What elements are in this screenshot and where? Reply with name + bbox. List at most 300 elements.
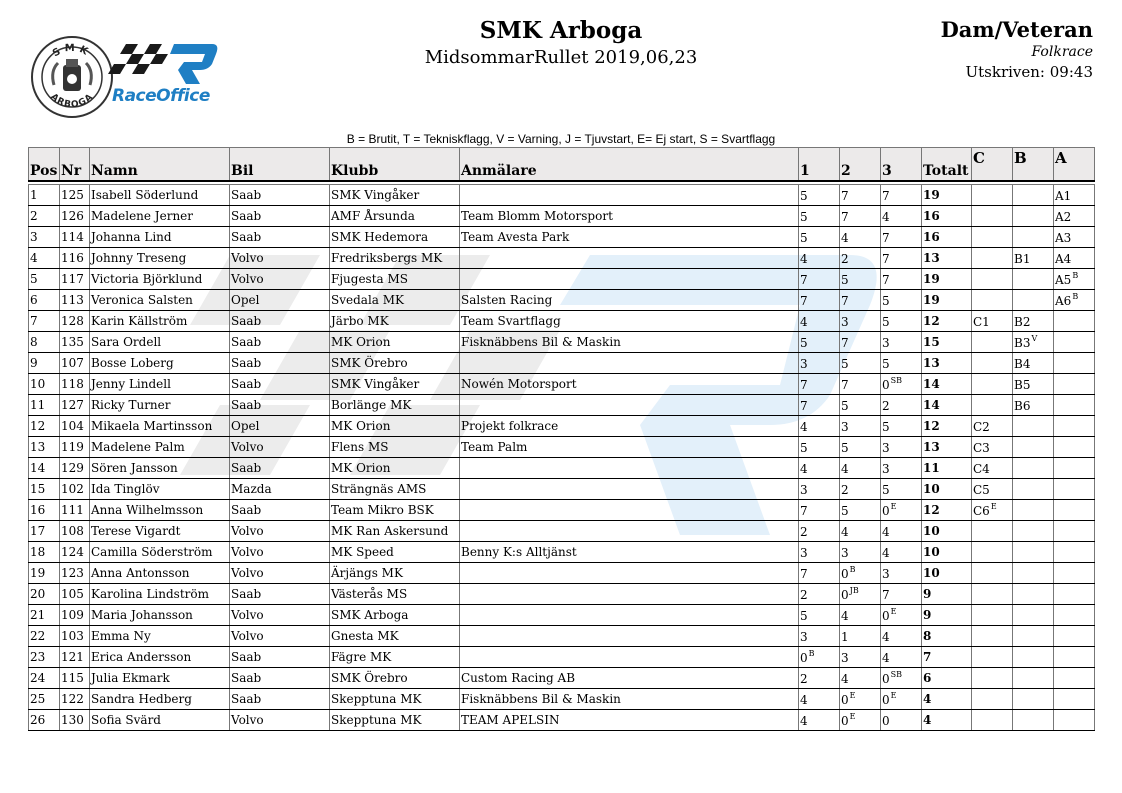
name-cell	[90, 374, 230, 395]
club-cell	[330, 542, 460, 563]
entrant-cell	[460, 248, 799, 269]
total-cell-value: 4	[923, 692, 932, 706]
heat-3-cell-value: 7	[882, 231, 890, 245]
nr-cell	[60, 710, 90, 731]
final-b-cell	[1013, 626, 1054, 647]
nr-cell-value: 124	[61, 545, 84, 559]
final-c-cell	[972, 500, 1013, 521]
total-cell-value: 12	[923, 314, 940, 328]
total-cell	[922, 269, 972, 290]
entrant-cell-value: Team Blomm Motorsport	[461, 209, 613, 223]
final-b-cell	[1013, 647, 1054, 668]
final-b-cell	[1013, 269, 1054, 290]
pos-cell-value: 6	[30, 293, 38, 307]
final-b-cell-value: B1	[1014, 252, 1031, 266]
heat-3-cell	[881, 290, 922, 311]
col-heat-3: 3	[881, 148, 922, 182]
heat-2-cell-value: 7	[841, 189, 849, 203]
total-cell-value: 14	[923, 377, 940, 391]
car-cell-value: Saab	[231, 188, 262, 202]
heat-3-cell	[881, 332, 922, 353]
club-cell-value: SMK Vingåker	[331, 377, 420, 391]
pos-cell	[29, 332, 60, 353]
car-cell	[230, 668, 330, 689]
name-cell	[90, 626, 230, 647]
heat-1-cell-value: 4	[800, 714, 808, 728]
final-c-cell	[972, 290, 1013, 311]
club-cell-value: MK Orion	[331, 419, 391, 433]
heat-1-cell-value: 0	[800, 651, 808, 665]
nr-cell	[60, 374, 90, 395]
final-c-cell	[972, 395, 1013, 416]
club-cell	[330, 416, 460, 437]
heat-1-cell	[799, 626, 840, 647]
final-a-cell	[1054, 269, 1095, 290]
car-cell	[230, 500, 330, 521]
pos-cell	[29, 500, 60, 521]
total-cell-value: 13	[923, 440, 940, 454]
club-cell	[330, 374, 460, 395]
heat-3-cell-value: 7	[882, 189, 890, 203]
nr-cell	[60, 206, 90, 227]
car-cell-value: Saab	[231, 398, 262, 412]
heat-3-cell	[881, 206, 922, 227]
car-cell	[230, 563, 330, 584]
name-cell	[90, 206, 230, 227]
entrant-cell-value: Fisknäbbens Bil & Maskin	[461, 335, 621, 349]
entrant-cell-value: Team Avesta Park	[461, 230, 570, 244]
nr-cell	[60, 626, 90, 647]
table-row	[29, 626, 1095, 647]
flag-marker: E	[990, 502, 997, 511]
final-b-cell	[1013, 689, 1054, 710]
final-a-cell	[1054, 311, 1095, 332]
total-cell-value: 10	[923, 566, 940, 580]
final-c-cell	[972, 458, 1013, 479]
final-b-cell	[1013, 248, 1054, 269]
pos-cell-value: 22	[30, 629, 46, 643]
car-cell	[230, 269, 330, 290]
class-name: Dam/Veteran	[940, 17, 1093, 42]
heat-3-cell-value: 4	[882, 546, 890, 560]
table-row	[29, 185, 1095, 206]
final-b-cell	[1013, 332, 1054, 353]
final-a-cell	[1054, 584, 1095, 605]
car-cell-value: Volvo	[231, 251, 264, 265]
car-cell-value: Volvo	[231, 524, 264, 538]
name-cell	[90, 395, 230, 416]
club-cell-value: Ärjängs MK	[331, 566, 403, 580]
flag-marker: E	[849, 691, 856, 700]
entrant-cell	[460, 332, 799, 353]
heat-3-cell	[881, 710, 922, 731]
final-a-cell	[1054, 500, 1095, 521]
total-cell-value: 14	[923, 398, 940, 412]
heat-3-cell	[881, 542, 922, 563]
total-cell	[922, 563, 972, 584]
car-cell-value: Volvo	[231, 545, 264, 559]
pos-cell-value: 25	[30, 692, 46, 706]
heat-1-cell-value: 4	[800, 420, 808, 434]
heat-2-cell	[840, 332, 881, 353]
heat-1-cell-value: 7	[800, 378, 808, 392]
heat-2-cell	[840, 185, 881, 206]
total-cell	[922, 500, 972, 521]
name-cell-value: Terese Vigardt	[91, 524, 181, 538]
heat-3-cell	[881, 227, 922, 248]
entrant-cell-value: Benny K:s Alltjänst	[461, 545, 577, 559]
pos-cell-value: 15	[30, 482, 46, 496]
col-name: Namn	[90, 148, 230, 182]
entrant-cell	[460, 458, 799, 479]
pos-cell-value: 11	[30, 398, 46, 412]
final-c-cell	[972, 647, 1013, 668]
name-cell	[90, 500, 230, 521]
pos-cell-value: 13	[30, 440, 46, 454]
name-cell	[90, 416, 230, 437]
final-a-cell	[1054, 626, 1095, 647]
entrant-cell	[460, 605, 799, 626]
heat-1-cell	[799, 584, 840, 605]
heat-2-cell	[840, 710, 881, 731]
total-cell	[922, 416, 972, 437]
nr-cell	[60, 227, 90, 248]
nr-cell	[60, 542, 90, 563]
pos-cell	[29, 395, 60, 416]
pos-cell	[29, 668, 60, 689]
heat-1-cell	[799, 563, 840, 584]
final-b-cell	[1013, 416, 1054, 437]
heat-1-cell-value: 5	[800, 441, 808, 455]
club-cell	[330, 689, 460, 710]
final-b-cell	[1013, 605, 1054, 626]
heat-2-cell	[840, 227, 881, 248]
pos-cell-value: 23	[30, 650, 46, 664]
club-cell-value: MK Speed	[331, 545, 394, 559]
club-cell	[330, 500, 460, 521]
car-cell-value: Saab	[231, 650, 262, 664]
name-cell	[90, 185, 230, 206]
heat-3-cell-value: 2	[882, 399, 890, 413]
heat-2-cell	[840, 395, 881, 416]
club-cell	[330, 563, 460, 584]
final-b-cell	[1013, 437, 1054, 458]
heat-1-cell	[799, 248, 840, 269]
col-nr: Nr	[60, 148, 90, 182]
club-cell	[330, 269, 460, 290]
table-row	[29, 374, 1095, 395]
entrant-cell	[460, 185, 799, 206]
heat-3-cell	[881, 374, 922, 395]
entrant-cell-value: Nowén Motorsport	[461, 377, 577, 391]
car-cell	[230, 458, 330, 479]
table-row	[29, 395, 1095, 416]
heat-3-cell	[881, 248, 922, 269]
pos-cell-value: 5	[30, 272, 38, 286]
heat-3-cell-value: 5	[882, 483, 890, 497]
col-final-c: C	[972, 148, 1013, 182]
heat-1-cell	[799, 521, 840, 542]
car-cell	[230, 626, 330, 647]
total-cell	[922, 248, 972, 269]
total-cell	[922, 584, 972, 605]
car-cell-value: Saab	[231, 671, 262, 685]
heat-1-cell	[799, 500, 840, 521]
heat-2-cell-value: 7	[841, 378, 849, 392]
name-cell	[90, 353, 230, 374]
pos-cell	[29, 542, 60, 563]
club-cell-value: SMK Örebro	[331, 671, 408, 685]
table-row	[29, 269, 1095, 290]
club-cell-value: Skepptuna MK	[331, 713, 422, 727]
final-a-cell-value: A5	[1055, 273, 1072, 287]
final-a-cell-value: A3	[1055, 231, 1072, 245]
heat-3-cell	[881, 584, 922, 605]
final-c-cell	[972, 227, 1013, 248]
col-heat-2: 2	[840, 148, 881, 182]
final-b-cell	[1013, 542, 1054, 563]
heat-1-cell	[799, 668, 840, 689]
final-c-cell-value: C4	[973, 462, 990, 476]
car-cell-value: Volvo	[231, 440, 264, 454]
entrant-cell-value: Team Palm	[461, 440, 528, 454]
heat-3-cell-value: 3	[882, 567, 890, 581]
entrant-cell	[460, 542, 799, 563]
pos-cell	[29, 626, 60, 647]
heat-1-cell-value: 2	[800, 525, 808, 539]
pos-cell	[29, 248, 60, 269]
nr-cell-value: 116	[61, 251, 84, 265]
heat-2-cell	[840, 500, 881, 521]
final-b-cell	[1013, 185, 1054, 206]
name-cell-value: Ida Tinglöv	[91, 482, 160, 496]
heat-2-cell-value: 4	[841, 672, 849, 686]
pos-cell	[29, 479, 60, 500]
name-cell-value: Johanna Lind	[91, 230, 172, 244]
club-cell-value: Flens MS	[331, 440, 389, 454]
car-cell	[230, 584, 330, 605]
name-cell	[90, 542, 230, 563]
nr-cell	[60, 395, 90, 416]
col-pos: Pos	[29, 148, 60, 182]
final-b-cell-value: B6	[1014, 399, 1031, 413]
club-cell	[330, 521, 460, 542]
final-a-cell	[1054, 479, 1095, 500]
heat-1-cell-value: 5	[800, 231, 808, 245]
club-cell-value: Strängnäs AMS	[331, 482, 427, 496]
name-cell	[90, 269, 230, 290]
final-c-cell	[972, 185, 1013, 206]
final-b-cell-value: B2	[1014, 315, 1031, 329]
table-row	[29, 353, 1095, 374]
heat-3-cell-value: 7	[882, 588, 890, 602]
nr-cell-value: 103	[61, 629, 84, 643]
heat-2-cell-value: 3	[841, 546, 849, 560]
name-cell-value: Anna Antonsson	[91, 566, 190, 580]
col-club: Klubb	[330, 148, 460, 182]
final-c-cell-value: C5	[973, 483, 990, 497]
heat-3-cell-value: 3	[882, 462, 890, 476]
heat-2-cell	[840, 647, 881, 668]
nr-cell	[60, 563, 90, 584]
total-cell	[922, 542, 972, 563]
car-cell	[230, 437, 330, 458]
club-cell	[330, 710, 460, 731]
entrant-cell	[460, 227, 799, 248]
heat-3-cell-value: 0	[882, 378, 890, 392]
entrant-cell	[460, 584, 799, 605]
pos-cell	[29, 437, 60, 458]
table-row	[29, 689, 1095, 710]
name-cell	[90, 605, 230, 626]
name-cell-value: Erica Andersson	[91, 650, 192, 664]
final-c-cell	[972, 668, 1013, 689]
heat-2-cell-value: 7	[841, 294, 849, 308]
pos-cell	[29, 689, 60, 710]
car-cell	[230, 332, 330, 353]
entrant-cell	[460, 311, 799, 332]
final-c-cell	[972, 521, 1013, 542]
heat-3-cell-value: 4	[882, 525, 890, 539]
total-cell-value: 16	[923, 209, 940, 223]
final-c-cell	[972, 605, 1013, 626]
printed-time: Utskriven: 09:43	[965, 63, 1093, 81]
car-cell	[230, 416, 330, 437]
final-c-cell	[972, 206, 1013, 227]
heat-3-cell	[881, 395, 922, 416]
final-a-cell-value: A4	[1055, 252, 1072, 266]
name-cell-value: Karolina Lindström	[91, 587, 209, 601]
table-row	[29, 206, 1095, 227]
car-cell	[230, 521, 330, 542]
entrant-cell	[460, 668, 799, 689]
heat-2-cell-value: 4	[841, 231, 849, 245]
flag-marker: E	[890, 502, 897, 511]
final-a-cell	[1054, 395, 1095, 416]
final-a-cell	[1054, 185, 1095, 206]
heat-1-cell-value: 5	[800, 189, 808, 203]
car-cell-value: Volvo	[231, 608, 264, 622]
final-b-cell	[1013, 395, 1054, 416]
total-cell	[922, 668, 972, 689]
total-cell	[922, 395, 972, 416]
flag-marker: E	[890, 691, 897, 700]
name-cell-value: Jenny Lindell	[91, 377, 171, 391]
flag-legend: B = Brutit, T = Tekniskflagg, V = Varning, J = Tjuvstart, E= Ej start, S = Svartflagg	[346, 132, 776, 146]
final-b-cell	[1013, 353, 1054, 374]
nr-cell	[60, 479, 90, 500]
heat-2-cell	[840, 542, 881, 563]
heat-1-cell	[799, 269, 840, 290]
final-a-cell	[1054, 563, 1095, 584]
heat-2-cell-value: 2	[841, 252, 849, 266]
club-cell-value: Fredriksbergs MK	[331, 251, 443, 265]
name-cell	[90, 311, 230, 332]
pos-cell-value: 14	[30, 461, 46, 475]
car-cell	[230, 647, 330, 668]
heat-2-cell	[840, 311, 881, 332]
table-row	[29, 248, 1095, 269]
total-cell-value: 10	[923, 524, 940, 538]
heat-1-cell	[799, 311, 840, 332]
col-entrant: Anmälare	[460, 148, 799, 182]
final-b-cell-value: B5	[1014, 378, 1031, 392]
heat-1-cell-value: 7	[800, 294, 808, 308]
nr-cell-value: 102	[61, 482, 84, 496]
total-cell	[922, 227, 972, 248]
nr-cell-value: 122	[61, 692, 84, 706]
nr-cell	[60, 500, 90, 521]
entrant-cell-value: Fisknäbbens Bil & Maskin	[461, 692, 621, 706]
heat-3-cell-value: 4	[882, 210, 890, 224]
heat-3-cell	[881, 311, 922, 332]
final-a-cell	[1054, 605, 1095, 626]
nr-cell	[60, 353, 90, 374]
heat-3-cell-value: 3	[882, 441, 890, 455]
car-cell	[230, 227, 330, 248]
nr-cell-value: 128	[61, 314, 84, 328]
total-cell	[922, 479, 972, 500]
heat-3-cell-value: 0	[882, 672, 890, 686]
raceoffice-logo-text: RaceOffice	[112, 86, 210, 106]
entrant-cell	[460, 290, 799, 311]
table-row	[29, 311, 1095, 332]
heat-2-cell-value: 5	[841, 441, 849, 455]
final-a-cell	[1054, 206, 1095, 227]
heat-1-cell	[799, 605, 840, 626]
car-cell-value: Saab	[231, 335, 262, 349]
nr-cell-value: 113	[61, 293, 84, 307]
heat-3-cell	[881, 500, 922, 521]
car-cell-value: Saab	[231, 461, 262, 475]
final-a-cell-value: A1	[1055, 189, 1072, 203]
name-cell	[90, 290, 230, 311]
nr-cell-value: 117	[61, 272, 84, 286]
club-cell	[330, 605, 460, 626]
car-cell	[230, 311, 330, 332]
pos-cell	[29, 647, 60, 668]
heat-3-cell-value: 5	[882, 420, 890, 434]
final-a-cell	[1054, 290, 1095, 311]
final-c-cell	[972, 269, 1013, 290]
final-a-cell	[1054, 248, 1095, 269]
nr-cell-value: 111	[61, 503, 84, 517]
total-cell	[922, 626, 972, 647]
nr-cell	[60, 269, 90, 290]
pos-cell-value: 7	[30, 314, 38, 328]
club-cell	[330, 437, 460, 458]
final-b-cell-value: B4	[1014, 357, 1031, 371]
heat-2-cell	[840, 689, 881, 710]
car-cell	[230, 374, 330, 395]
entrant-cell	[460, 500, 799, 521]
club-cell-value: Järbo MK	[331, 314, 389, 328]
car-cell	[230, 542, 330, 563]
heat-2-cell-value: 2	[841, 483, 849, 497]
final-b-cell	[1013, 374, 1054, 395]
total-cell-value: 7	[923, 650, 932, 664]
heat-1-cell-value: 3	[800, 357, 808, 371]
car-cell-value: Saab	[231, 230, 262, 244]
heat-2-cell	[840, 290, 881, 311]
car-cell	[230, 395, 330, 416]
table-row	[29, 227, 1095, 248]
final-b-cell	[1013, 290, 1054, 311]
table-header-row	[29, 148, 1095, 182]
heat-3-cell-value: 4	[882, 630, 890, 644]
name-cell	[90, 332, 230, 353]
final-a-cell-value: A6	[1055, 294, 1072, 308]
